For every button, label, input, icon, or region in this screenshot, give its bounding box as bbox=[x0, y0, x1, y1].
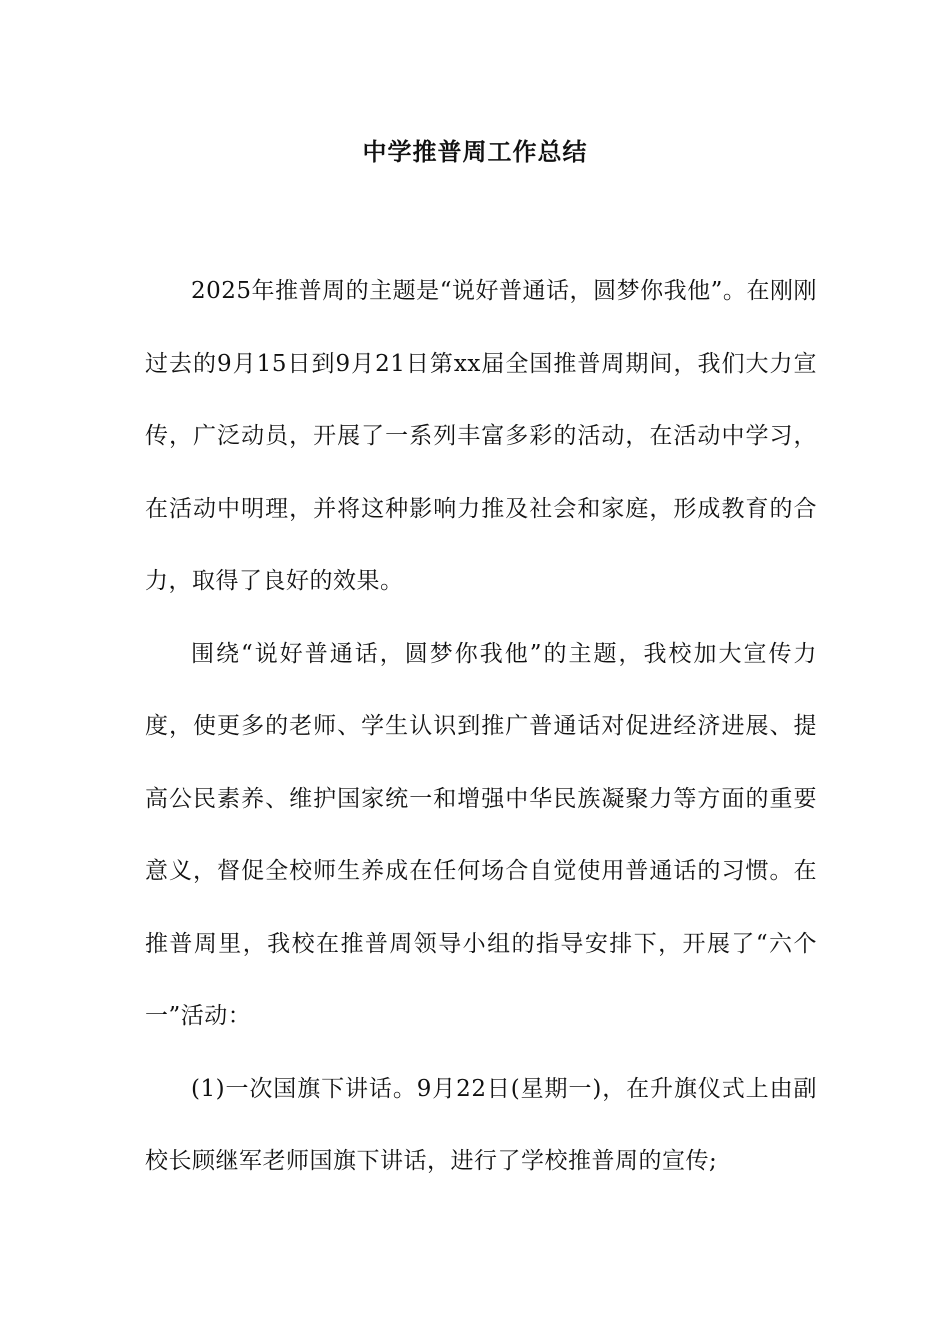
paragraph-activity-1: (1)一次国旗下讲话。9月22日(星期一)，在升旗仪式上由副校长顾继军老师国旗下讲话，进行了学校推普周的宣传; bbox=[145, 1075, 817, 1174]
paragraph-intro: 2025年推普周的主题是“说好普通话，圆梦你我他”。在刚刚过去的9月15日到9月21日第xx届全国推普周期间，我们大力宣传，广泛动员，开展了一系列丰富多彩的活动，在活动中学习，在活动中明理，并将这种影响力推及社会和家庭，形成教育的合力，取得了良好的效果。 bbox=[145, 278, 817, 594]
document-title: 中学推普周工作总结 bbox=[362, 138, 588, 166]
document-body bbox=[145, 255, 817, 1198]
paragraph-theme: 围绕“说好普通话，圆梦你我他”的主题，我校加大宣传力度，使更多的老师、学生认识到推广普通话对促进经济进展、提高公民素养、维护国家统一和增强中华民族凝聚力等方面的重要意义，督促全校师生养成在任何场合自觉使用普通话的习惯。在推普周里，我校在推普周领导小组的指导安排下，开展了“六个一”活动： bbox=[145, 640, 817, 1029]
